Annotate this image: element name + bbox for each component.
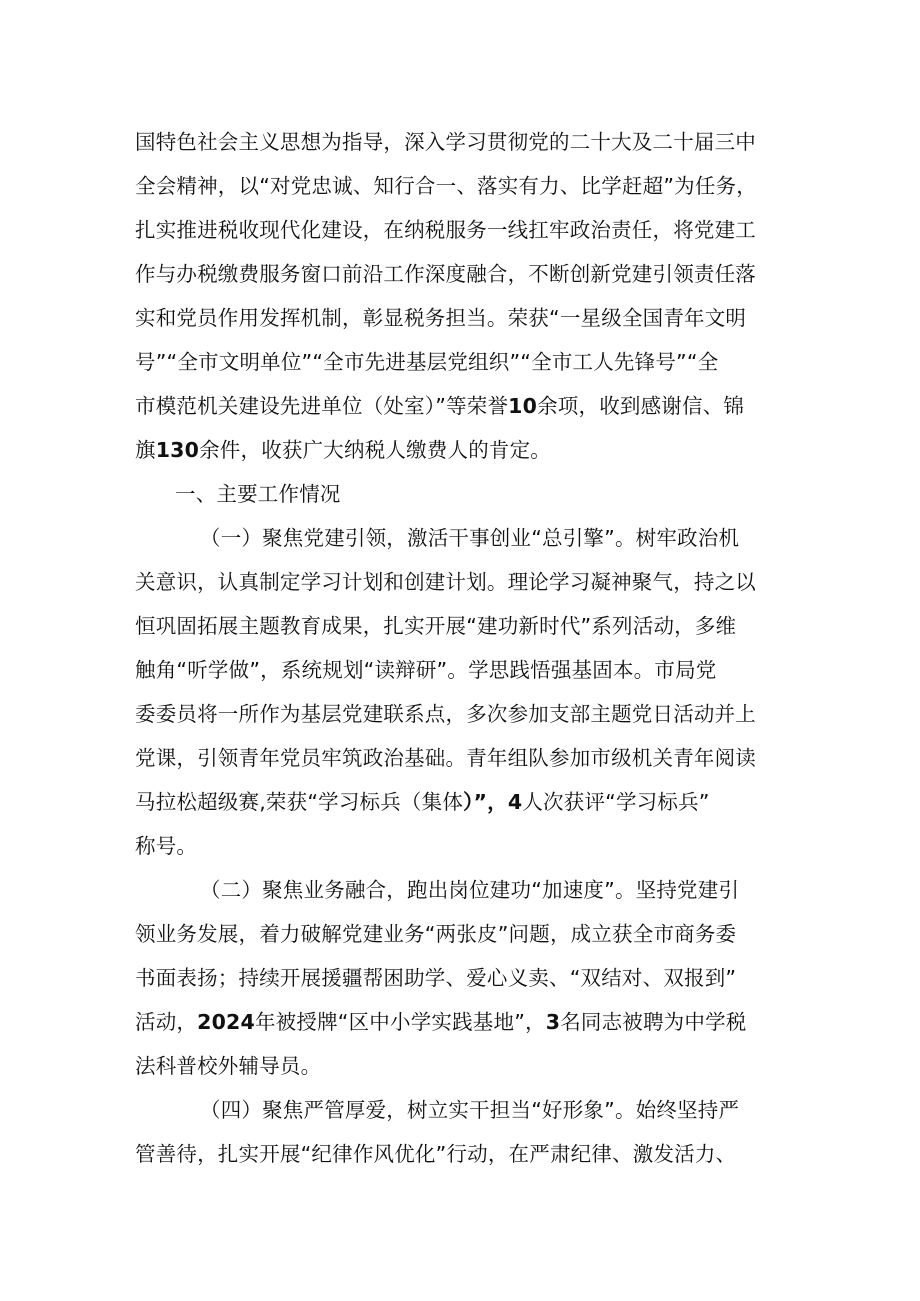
- section-heading: 一、主要工作情况: [175, 482, 341, 506]
- body-line: 法科普校外辅导员。: [135, 1054, 322, 1078]
- text-run: 余项，收到感谢信、锦: [537, 394, 745, 418]
- body-line: 号”“全市文明单位”“全市先进基层党组织”“全市工人先锋号”“全: [135, 350, 719, 374]
- body-line: [135, 392, 744, 422]
- body-line: 实和党员作用发挥机制，彰显税务担当。荣获“一星级全国青年文明: [135, 306, 747, 330]
- number-run: 4: [507, 790, 523, 814]
- subsection-heading: （四）聚焦严管厚爱，树立实干担当“好形象”。始终坚持严: [200, 1098, 740, 1122]
- body-line: 关意识，认真制定学习计划和创建计划。理论学习凝神聚气，持之以: [135, 570, 756, 594]
- body-line: 管善待，扎实开展“纪律作风优化”行动，在严肃纪律、激发活力、: [135, 1142, 737, 1166]
- body-line: [135, 788, 710, 818]
- text-run: 马拉松超级赛,荣获“学习标兵（集体: [135, 790, 464, 814]
- text-run: 活动，: [135, 1010, 198, 1034]
- number-run: 2024: [197, 1010, 255, 1034]
- bold-run: ）”，: [463, 790, 508, 814]
- subsection-heading: （二）聚焦业务融合，跑出岗位建功“加速度”。坚持党建引: [200, 878, 740, 902]
- body-line: 作与办税缴费服务窗口前沿工作深度融合，不断创新党建引领责任落: [135, 262, 756, 286]
- text-run: 余件，收获广大纳税人缴费人的肯定。: [199, 438, 552, 462]
- body-line: 领业务发展，着力破解党建业务“两张皮”问题，成立获全市商务委: [135, 922, 737, 946]
- text-run: 年被授牌“区中小学实践基地”，: [254, 1010, 546, 1034]
- text-run: 旗: [135, 438, 156, 462]
- number-run: 130: [155, 438, 200, 462]
- body-line: 委委员将一所作为基层党建联系点，多次参加支部主题党日活动并上: [135, 702, 756, 726]
- body-line: [135, 436, 551, 466]
- body-line: 触角“听学做”，系统规划“读辩研”。学思践悟强基固本。市局党: [135, 658, 717, 682]
- text-run: 名同志被聘为中学税: [560, 1010, 747, 1034]
- subsection-heading: （一）聚焦党建引领，激活干事创业“总引擎”。树牢政治机: [200, 526, 740, 550]
- number-run: 10: [508, 394, 538, 418]
- body-line: 国特色社会主义思想为指导，深入学习贯彻党的二十大及二十届三中: [135, 130, 756, 154]
- number-run: 3: [545, 1010, 561, 1034]
- body-line: [135, 1008, 747, 1038]
- text-run: 人次获评“学习标兵”: [522, 790, 710, 814]
- body-line: 党课，引领青年党员牢筑政治基础。青年组队参加市级机关青年阅读: [135, 746, 756, 770]
- text-run: 市模范机关建设先进单位（处室）”等荣誉: [135, 394, 509, 418]
- body-line: 扎实推进税收现代化建设，在纳税服务一线扛牢政治责任，将党建工: [135, 218, 756, 242]
- body-line: 恒巩固拓展主题教育成果，扎实开展“建功新时代”系列活动，多维: [135, 614, 737, 638]
- body-line: 全会精神，以“对党忠诚、知行合一、落实有力、比学赶超”为任务，: [135, 174, 757, 198]
- body-line: 称号。: [135, 834, 198, 858]
- body-line: 书面表扬；持续开展援疆帮困助学、爱心义卖、“双结对、双报到”: [135, 966, 737, 990]
